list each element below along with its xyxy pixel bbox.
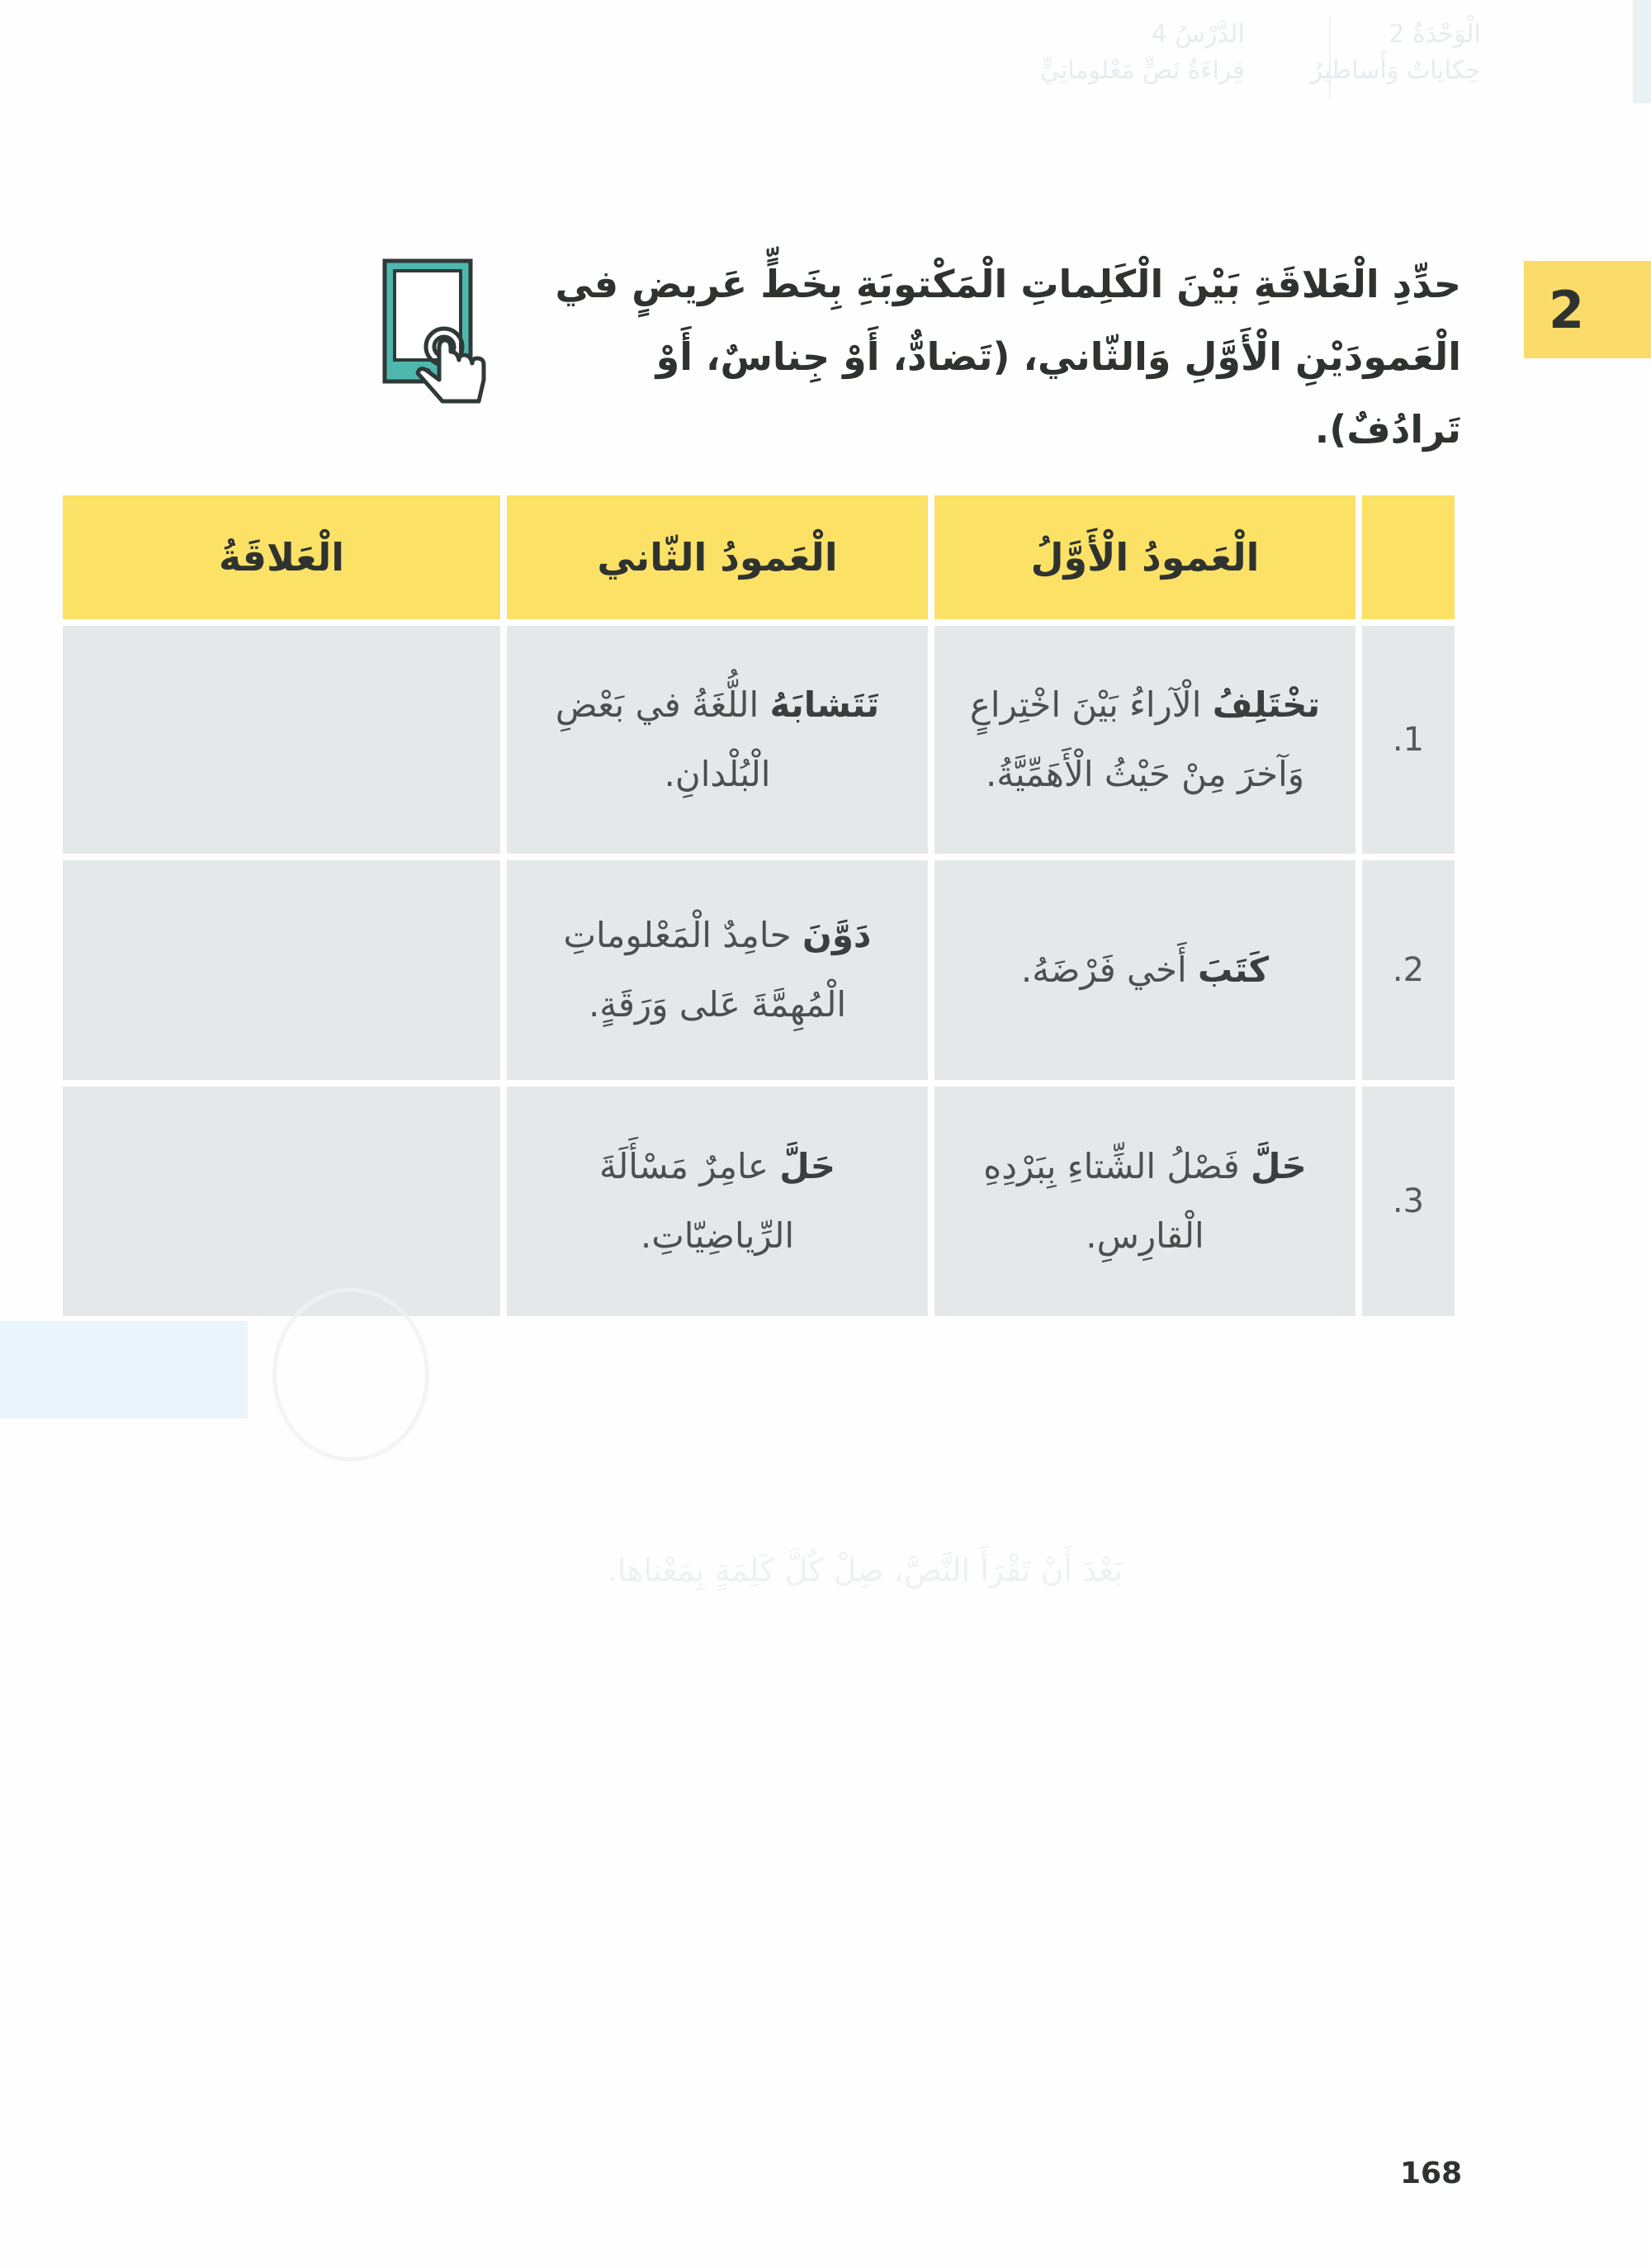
relation-answer-field[interactable] — [63, 1087, 500, 1316]
bold-word: تخْتَلِفُ — [1212, 684, 1321, 725]
header-lesson — [1040, 17, 1245, 116]
header-unit — [1311, 17, 1481, 116]
bleed-through-illustration — [272, 1288, 429, 1461]
sentence-rest: أَخي فَرْضَهُ. — [1020, 949, 1199, 990]
row-number: 2. — [1362, 860, 1455, 1080]
running-header — [1040, 17, 1618, 116]
row-number: 3. — [1362, 1087, 1455, 1316]
second-column-sentence — [507, 860, 928, 1080]
unit-label: الْوَحْدَةُ 2 — [1388, 20, 1481, 49]
sentence-rest: عامِرٌ مَسْأَلَةَ الرِّياضِيّاتِ. — [598, 1146, 795, 1256]
bold-word: حَلَّ — [1251, 1146, 1307, 1186]
sentence-rest: الْآراءُ بَيْنَ اخْتِراعٍ وَآخرَ مِنْ حَيْثُ الْأَهَمِّيَّةُ. — [969, 684, 1305, 794]
exercise-number: 2 — [1549, 279, 1585, 340]
relations-table — [63, 495, 1455, 1316]
page-number: 168 — [1400, 2157, 1463, 2190]
header-relation: الْعَلاقَةُ — [63, 495, 500, 619]
first-column-sentence — [934, 860, 1355, 1080]
bleed-through-banner — [0, 1321, 248, 1418]
first-column-sentence — [934, 626, 1355, 854]
lesson-title: قِراءَةُ نَصٍّ مَعْلوماتِيٍّ — [1040, 56, 1245, 85]
bold-word: كَتَبَ — [1198, 949, 1270, 990]
unit-title: حِكاياتٌ وَأَساطيرُ — [1310, 56, 1481, 85]
relation-answer-field[interactable] — [63, 626, 500, 854]
exercise-instruction: حدِّدِ الْعَلاقَةِ بَيْنَ الْكَلِماتِ الْمَكْتوبَةِ بِخَطٍّ عَريضٍ في الْعَمودَيْنِ الْأَوَّلِ وَالثّاني، (تَضادٌّ، أَوْ جِناسٌ، أَوْ تَرادُفٌ). — [555, 262, 1461, 452]
sentence-rest: اللُّغَةُ في بَعْضِ الْبُلْدانِ. — [555, 684, 771, 794]
sentence-rest: فَصْلُ الشِّتاءِ بِبَرْدِهِ الْقارِسِ. — [983, 1146, 1251, 1256]
sentence-rest: حامِدٌ الْمَعْلوماتِ الْمُهِمَّةَ عَلى وَرَقَةٍ. — [563, 915, 847, 1025]
header-second-column: الْعَمودُ الثّاني — [507, 495, 928, 619]
relation-answer-field[interactable] — [63, 860, 500, 1080]
exercise-number-badge — [1524, 261, 1651, 358]
row-number: 1. — [1362, 626, 1455, 854]
bold-word: تَتَشابَهُ — [769, 684, 880, 725]
lesson-label: الدَّرْسُ 4 — [1151, 20, 1245, 49]
header-first-column: الْعَمودُ الْأَوَّلُ — [934, 495, 1355, 619]
first-column-sentence — [934, 1087, 1355, 1316]
second-column-sentence — [507, 1087, 928, 1316]
tablet-tap-icon — [378, 256, 494, 405]
bleed-through-text: بَعْدَ أَنْ تَقْرَأَ النَّصَّ، صِلْ كُلَّ كَلِمَةٍ بِمَعْناها. — [607, 1552, 1123, 1589]
edge-strip — [1633, 0, 1651, 103]
bold-word: دَوَّنَ — [802, 915, 872, 955]
header-number — [1362, 495, 1455, 619]
bold-word: حَلَّ — [779, 1146, 836, 1186]
second-column-sentence — [507, 626, 928, 854]
